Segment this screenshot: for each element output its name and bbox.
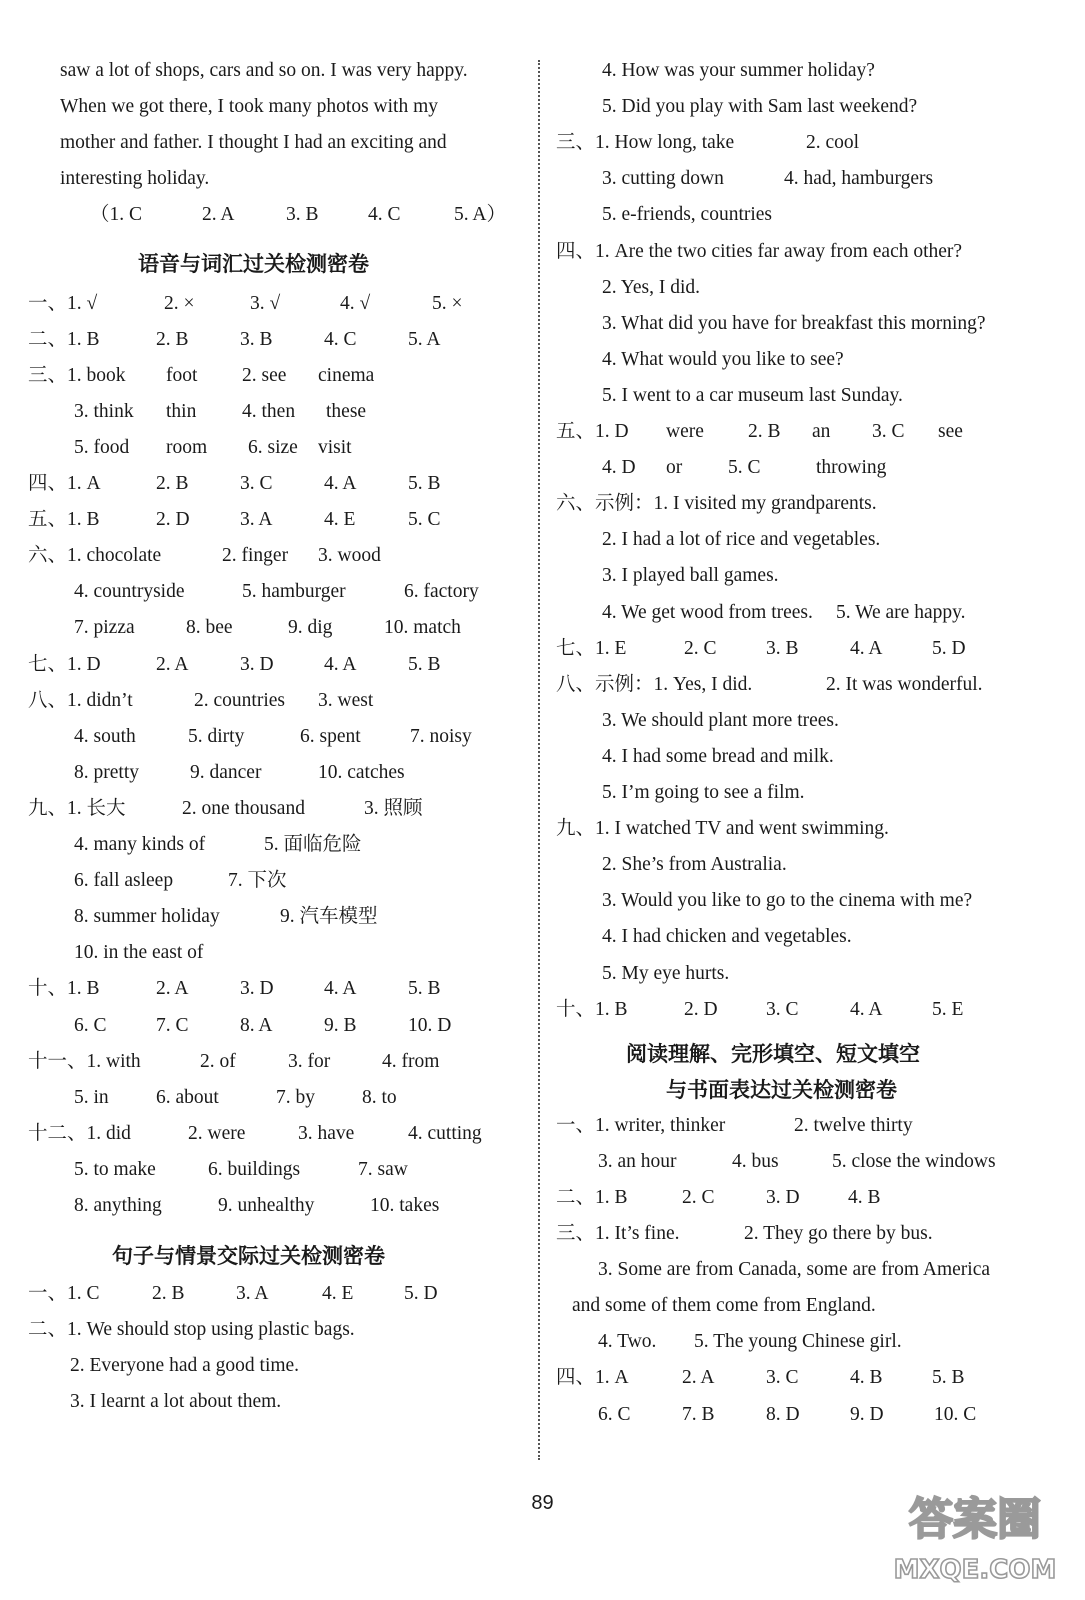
answer-text: 4. How was your summer holiday?	[602, 60, 875, 81]
answer-text: 4. had, hamburgers	[784, 168, 934, 190]
answer-text: 6. fall asleep	[74, 870, 174, 892]
answer-text: 3. D	[240, 653, 274, 675]
answer-text: 5. C	[408, 509, 441, 531]
answer-text: 3. Some are from Canada, some are from America	[598, 1259, 991, 1281]
answer-text: 9. B	[324, 1014, 357, 1036]
answer-text: 三、1. It’s fine.	[556, 1223, 680, 1244]
answer-text: 5. Did you play with Sam last weekend?	[602, 96, 918, 118]
answer-text: 2. one thousand	[182, 797, 305, 819]
answer-text: 10. match	[384, 617, 461, 639]
answer-text: 4. B	[850, 1367, 883, 1389]
answer-text: 10. takes	[370, 1195, 440, 1216]
answer-text: 5. I went to a car museum last Sunday.	[602, 384, 903, 406]
answer-text: 3. think	[74, 400, 134, 422]
answer-text: 4. E	[322, 1283, 354, 1305]
answer-text: 4. countryside	[74, 581, 185, 603]
answer-text: 2. of	[200, 1050, 236, 1072]
answer-text: 3. I played ball games.	[602, 565, 779, 587]
answer-text: 4. C	[324, 328, 357, 350]
answer-text: 4. many kinds of	[74, 834, 206, 855]
answer-text: 5. food	[74, 436, 130, 458]
answer-text: 5. A）	[454, 204, 507, 226]
page-number: 89	[531, 1492, 554, 1514]
answer-text: see	[938, 421, 963, 442]
answer-text: 4. √	[340, 292, 371, 314]
section-heading: 语音与词汇过关检测密卷	[138, 251, 369, 276]
answer-text: 2. B	[152, 1283, 185, 1305]
answer-text: 2. She’s from Australia.	[602, 854, 787, 876]
answer-text: 10. D	[408, 1014, 452, 1036]
answer-text: 4. What would you like to see?	[602, 348, 844, 370]
answer-text: 3. We should plant more trees.	[602, 709, 839, 731]
answer-text: 5. E	[932, 998, 964, 1020]
answer-text: 3. √	[250, 292, 281, 314]
answer-text: 5. We are happy.	[836, 601, 966, 623]
answer-text: 2. A	[682, 1367, 715, 1389]
answer-text: 4. I had chicken and vegetables.	[602, 926, 852, 948]
answer-text: 8. pretty	[74, 761, 139, 783]
answer-text: 4. south	[74, 725, 136, 747]
answer-text: 3. A	[236, 1283, 269, 1305]
answer-text: 五、1. D	[556, 421, 629, 442]
section-heading: 阅读理解、完形填空、短文填空	[626, 1041, 920, 1066]
answer-text: room	[166, 436, 208, 458]
answer-text: 5. e-friends, countries	[602, 204, 773, 226]
answer-text: 4. from	[382, 1050, 440, 1072]
answer-text: 8. bee	[186, 617, 233, 639]
answer-text: 5. ×	[432, 292, 463, 314]
answer-text: 3. wood	[318, 545, 381, 567]
answer-text: 一、1. writer, thinker	[556, 1114, 726, 1136]
answer-text: 3. D	[766, 1186, 800, 1208]
answer-text: 5. close the windows	[832, 1150, 996, 1172]
answer-text: 2. ×	[164, 292, 195, 314]
answer-text: 3. I learnt a lot about them.	[70, 1391, 282, 1413]
watermark-logo	[880, 1478, 1070, 1590]
watermark-text: 答案圈	[909, 1494, 1041, 1545]
answer-text: 8. summer holiday	[74, 906, 220, 928]
answer-text: 4. bus	[732, 1150, 779, 1172]
answer-text: 3. B	[766, 637, 799, 659]
answer-text: 6. about	[156, 1086, 219, 1108]
answer-text: 4. We get wood from trees.	[602, 601, 813, 623]
answer-text: 四、1. A	[28, 473, 101, 494]
answer-text: 2. B	[748, 421, 781, 442]
answer-text: 5. dirty	[188, 725, 245, 747]
answer-text: 3. an hour	[598, 1150, 677, 1172]
watermark-url: MXQE.COM	[893, 1555, 1057, 1585]
answer-text: 3. A	[240, 509, 273, 531]
answer-text: 十、1. B	[28, 978, 100, 1000]
answer-text: 3. C	[766, 1367, 799, 1389]
answer-text: 10. C	[934, 1403, 977, 1425]
answer-text: 4. A	[850, 637, 883, 659]
answer-text: 8. D	[766, 1403, 800, 1425]
answer-text: an	[812, 421, 831, 442]
answer-text: 2. finger	[222, 545, 289, 567]
answer-text: 2. see	[242, 364, 287, 386]
answer-text: 6. factory	[404, 581, 479, 603]
answer-text: 5. B	[408, 473, 441, 494]
answer-text: 9. D	[850, 1403, 884, 1425]
answer-text: 6. buildings	[208, 1158, 301, 1180]
answer-text: 六、示例：1. I visited my grandparents.	[556, 493, 877, 515]
answer-text: 4. cutting	[408, 1122, 482, 1144]
answer-text: 3. D	[240, 978, 274, 1000]
answer-text: 4. D	[602, 457, 636, 479]
answer-text: 十一、1. with	[28, 1050, 141, 1072]
answer-text: 3. B	[286, 204, 319, 226]
answer-text: 三、1. How long, take	[556, 132, 735, 154]
answer-text: 2. It was wonderful.	[826, 673, 983, 695]
answer-text: 6. C	[598, 1403, 631, 1425]
answer-text: 二、1. We should stop using plastic bags.	[28, 1319, 355, 1341]
answer-text: 5. I’m going to see a film.	[602, 782, 805, 803]
answer-text: 3. C	[872, 421, 905, 442]
answer-text: 4. E	[324, 509, 356, 531]
answer-text: 10. in the east of	[74, 942, 204, 964]
answer-text: thin	[166, 400, 197, 422]
answer-text: 5. to make	[74, 1158, 156, 1180]
section-heading: 句子与情景交际过关检测密卷	[112, 1244, 385, 1269]
answer-text: 5. My eye hurts.	[602, 962, 730, 984]
answer-text: 7. 下次	[228, 870, 287, 892]
answer-text: 2. countries	[194, 689, 285, 711]
answer-text: 7. noisy	[410, 725, 472, 747]
answer-text: 四、1. Are the two cities far away from each other?	[556, 240, 963, 262]
answer-text: 三、1. book	[28, 364, 126, 386]
answer-text: 5. in	[74, 1086, 109, 1108]
section-heading: 与书面表达过关检测密卷	[666, 1077, 897, 1102]
answer-text: 5. B	[408, 978, 441, 1000]
answer-text: mother and father. I thought I had an exciting and	[60, 132, 447, 154]
answer-text: 2. Yes, I did.	[602, 276, 701, 298]
answer-text: 2. were	[188, 1122, 246, 1144]
answer-text: When we got there, I took many photos with my	[60, 96, 439, 118]
answer-text: cinema	[318, 364, 375, 386]
answer-text: 四、1. A	[556, 1367, 629, 1389]
answer-text: 7. saw	[358, 1158, 408, 1180]
answer-text: 5. B	[932, 1367, 965, 1389]
answer-text: 7. pizza	[74, 617, 135, 639]
answer-text: 十、1. B	[556, 998, 628, 1020]
answer-text: interesting holiday.	[60, 168, 210, 190]
answer-text: 7. C	[156, 1014, 189, 1036]
answer-text: 4. A	[324, 978, 357, 1000]
answer-text: 五、1. B	[28, 509, 100, 531]
answer-text: 一、1. √	[28, 292, 98, 314]
answer-text: 8. to	[362, 1086, 397, 1108]
answer-text: 6. spent	[300, 725, 361, 747]
answer-text: 3. C	[240, 473, 273, 494]
answer-text: were	[666, 421, 704, 442]
answer-text: 2. Everyone had a good time.	[70, 1355, 300, 1377]
answer-text: 4. I had some bread and milk.	[602, 745, 834, 767]
answer-text: 3. have	[298, 1122, 355, 1144]
answer-text: 六、1. chocolate	[28, 545, 162, 567]
answer-text: 二、1. B	[28, 328, 100, 350]
column-divider	[538, 60, 540, 1460]
answer-text: （1. C	[90, 204, 143, 226]
answer-text: 2. cool	[806, 132, 860, 154]
answer-text: 5. D	[932, 637, 966, 659]
answer-text: 4. Two.	[598, 1331, 657, 1353]
answer-text: these	[326, 400, 367, 422]
answer-text: 一、1. C	[28, 1283, 100, 1305]
answer-text: 2. A	[156, 978, 189, 1000]
answer-text: 5. hamburger	[242, 581, 346, 603]
answer-text: saw a lot of shops, cars and so on. I was very happy.	[60, 60, 468, 81]
answer-text: 6. C	[74, 1014, 107, 1036]
answer-text: 5. D	[404, 1283, 438, 1305]
answer-text: 3. for	[288, 1050, 331, 1072]
answer-text: 3. Would you like to go to the cinema with me?	[602, 890, 973, 912]
answer-text: 9. 汽车模型	[280, 906, 378, 928]
answer-text: 2. They go there by bus.	[744, 1223, 933, 1244]
answer-text: 2. D	[156, 509, 190, 531]
answer-text: 七、1. E	[556, 637, 627, 659]
answer-text: 9. dancer	[190, 761, 262, 783]
answer-text: 5. C	[728, 457, 761, 479]
answer-text: 8. anything	[74, 1195, 162, 1216]
answer-text: 5. The young Chinese girl.	[694, 1331, 902, 1353]
answer-text: 九、1. 长大	[28, 797, 126, 819]
answer-text: 4. then	[242, 400, 296, 422]
answer-text: 5. A	[408, 328, 441, 350]
answer-text: 2. A	[202, 204, 235, 226]
answer-text: visit	[318, 436, 352, 458]
answer-text: 3. west	[318, 689, 374, 711]
answer-text: 二、1. B	[556, 1186, 628, 1208]
answer-text: 3. C	[766, 998, 799, 1020]
answer-text: 2. C	[684, 637, 717, 659]
answer-text: and some of them come from England.	[572, 1295, 876, 1317]
answer-text: 9. dig	[288, 617, 333, 639]
answer-text: 5. B	[408, 653, 441, 675]
answer-text: 2. C	[682, 1186, 715, 1208]
answer-text: 7. by	[276, 1086, 315, 1108]
answer-text: 9. unhealthy	[218, 1195, 315, 1216]
answer-text: 7. B	[682, 1403, 715, 1425]
answer-text: 十二、1. did	[28, 1122, 131, 1144]
answer-text: 6. size	[248, 436, 298, 458]
answer-text: 3. B	[240, 328, 273, 350]
answer-text: 5. 面临危险	[264, 834, 362, 855]
answer-text: 2. B	[156, 473, 189, 494]
answer-text: 2. B	[156, 328, 189, 350]
answer-text: 八、1. didn’t	[28, 689, 133, 711]
answer-text: 2. D	[684, 998, 718, 1020]
answer-text: 七、1. D	[28, 653, 101, 675]
answer-text: 八、示例：1. Yes, I did.	[556, 673, 753, 695]
answer-text: 3. cutting down	[602, 168, 724, 190]
answer-text: 九、1. I watched TV and went swimming.	[556, 818, 889, 840]
answer-text: throwing	[816, 457, 887, 479]
answer-text: 4. C	[368, 204, 401, 226]
answer-text: 4. B	[848, 1186, 881, 1208]
answer-text: 4. A	[324, 473, 357, 494]
answer-text: 3. 照顾	[364, 797, 423, 819]
answer-text: 2. twelve thirty	[794, 1114, 913, 1136]
answer-text: foot	[166, 364, 198, 386]
answer-text: 4. A	[324, 653, 357, 675]
answer-text: 10. catches	[318, 761, 405, 783]
answer-text: 8. A	[240, 1014, 273, 1036]
answer-text: 3. What did you have for breakfast this morning?	[602, 312, 986, 334]
answer-text: 2. A	[156, 653, 189, 675]
answer-text: 4. A	[850, 998, 883, 1020]
answer-text: 2. I had a lot of rice and vegetables.	[602, 529, 881, 551]
answer-text: or	[666, 457, 683, 479]
